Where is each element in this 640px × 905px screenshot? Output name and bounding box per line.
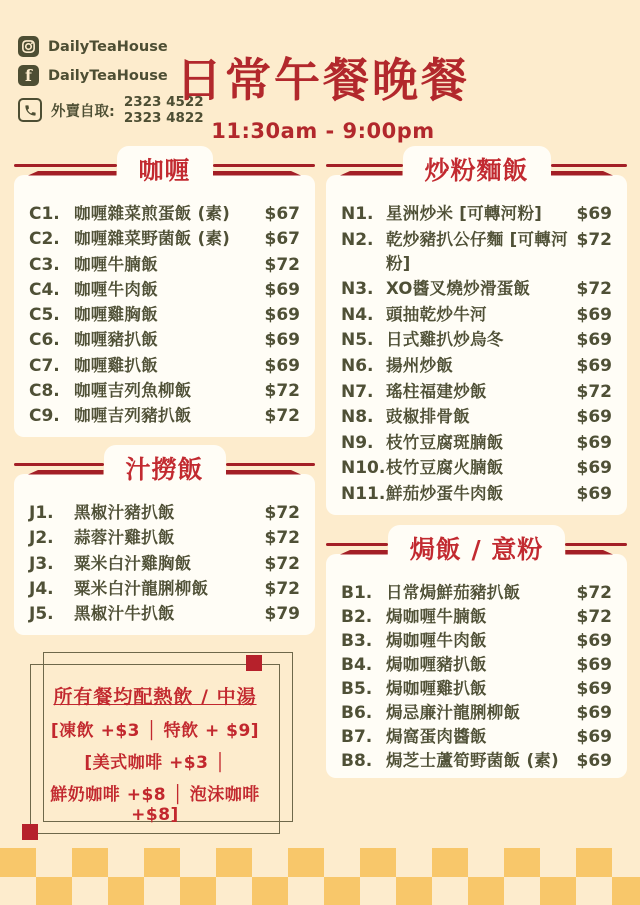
- section-baked: [326, 527, 627, 778]
- section-header-curry: [14, 148, 315, 192]
- menu-item-row: [341, 226, 612, 274]
- item-name: 日常焗鮮茄豬扒飯: [386, 583, 521, 602]
- item-name: 咖喱吉列豬扒飯: [74, 406, 192, 425]
- ribbon-left-icon: [14, 463, 104, 475]
- item-code: C8.: [29, 380, 60, 401]
- item-price: $69: [576, 655, 612, 675]
- item-name: 鮮茄炒蛋牛肉飯: [386, 483, 504, 503]
- item-name: XO醬叉燒炒滑蛋飯: [386, 279, 531, 299]
- item-price: $69: [576, 751, 612, 771]
- item-code: N10.: [341, 458, 386, 479]
- menu-item-row: [341, 675, 612, 699]
- notes-line-1: 所有餐均配熱飲 / 中湯: [53, 685, 257, 708]
- item-name: 枝竹豆腐火腩飯: [386, 458, 504, 478]
- menu-item-row: [29, 524, 300, 548]
- instagram-handle: DailyTeaHouse: [48, 38, 168, 55]
- item-price: $69: [576, 679, 612, 699]
- ribbon-right-icon: [565, 543, 627, 555]
- checker-footer: [0, 848, 640, 905]
- item-name: 揚州炒飯: [386, 355, 454, 375]
- item-name: 咖喱雜菜煎蛋飯 (素): [74, 204, 231, 223]
- menu-item-row: [29, 377, 300, 401]
- section-curry: [14, 148, 315, 437]
- item-price: $69: [576, 727, 612, 747]
- menu-item-row: [341, 723, 612, 747]
- item-name: 焗咖喱牛肉飯: [386, 631, 487, 650]
- ribbon-right-icon: [551, 164, 628, 176]
- notes-line-2: [凍飲 +$3 │ 特飲 + $9]: [50, 720, 260, 741]
- section-noodles: [326, 148, 627, 515]
- item-price: $72: [576, 583, 612, 603]
- item-price: $69: [576, 483, 612, 504]
- item-code: C4.: [29, 279, 60, 300]
- item-price: $69: [576, 204, 612, 224]
- item-code: N11.: [341, 483, 386, 504]
- menu-item-row: [341, 603, 612, 627]
- item-code: C5.: [29, 305, 60, 325]
- menu-item-row: [341, 326, 612, 350]
- item-code: B4.: [341, 655, 373, 675]
- menu-item-row: [29, 499, 300, 523]
- phone-icon: [18, 98, 42, 122]
- item-code: N6.: [341, 355, 374, 376]
- section-sauce-rice: [14, 447, 315, 635]
- menu-item-row: [341, 200, 612, 224]
- left-column: [14, 148, 315, 851]
- item-code: C9.: [29, 406, 60, 426]
- right-column: [326, 148, 627, 778]
- item-price: $72: [264, 380, 300, 401]
- item-name: 咖喱雞扒飯: [74, 355, 158, 375]
- menu-item-row: [29, 301, 300, 325]
- item-price: $72: [576, 279, 612, 300]
- item-price: $72: [576, 607, 612, 627]
- item-name: 黑椒汁豬扒飯: [74, 503, 175, 522]
- section-title-curry: 咖喱: [117, 146, 213, 195]
- ribbon-left-icon: [326, 164, 403, 176]
- opening-hours: 11:30am - 9:00pm: [211, 119, 435, 143]
- menu-item-row: [29, 276, 300, 300]
- ribbon-left-icon: [14, 164, 117, 176]
- menu-item-row: [29, 251, 300, 275]
- item-code: J2.: [29, 528, 54, 549]
- item-code: N7.: [341, 381, 374, 402]
- item-price: $69: [264, 355, 300, 376]
- item-code: J3.: [29, 553, 54, 574]
- item-code: J5.: [29, 604, 54, 624]
- item-code: B8.: [341, 751, 373, 771]
- menu-item-row: [29, 352, 300, 376]
- section-header-noodles: [326, 148, 627, 192]
- item-name: 豉椒排骨飯: [386, 407, 470, 427]
- item-name: 星洲炒米 [可轉河粉]: [386, 204, 543, 223]
- facebook-handle: DailyTeaHouse: [48, 67, 168, 84]
- menu-item-row: [341, 275, 612, 299]
- ribbon-right-icon: [226, 463, 316, 475]
- notes-text: [30, 664, 280, 832]
- ribbon-left-icon: [326, 543, 388, 555]
- menu-panel-noodles: [326, 175, 627, 515]
- menu-item-row: [341, 454, 612, 478]
- item-price: $67: [264, 229, 300, 250]
- item-price: $67: [264, 204, 300, 224]
- item-code: C6.: [29, 330, 60, 351]
- item-code: N1.: [341, 204, 374, 224]
- menu-item-row: [341, 378, 612, 402]
- item-code: J1.: [29, 503, 54, 523]
- item-price: $72: [264, 553, 300, 574]
- item-price: $69: [576, 631, 612, 651]
- item-code: C7.: [29, 355, 60, 376]
- section-header-baked: [326, 527, 627, 571]
- item-name: 咖喱吉列魚柳飯: [74, 380, 192, 400]
- menu-item-row: [29, 402, 300, 426]
- menu-panel-curry: [14, 175, 315, 437]
- item-code: C3.: [29, 254, 60, 275]
- item-price: $69: [576, 407, 612, 428]
- menu-item-row: [341, 627, 612, 651]
- item-price: $72: [264, 528, 300, 549]
- item-name: 咖喱豬扒飯: [74, 330, 158, 350]
- menu-columns: [0, 148, 640, 851]
- takeout-label: 外賣自取:: [51, 103, 115, 120]
- item-code: B5.: [341, 679, 373, 699]
- menu-item-row: [29, 550, 300, 574]
- item-name: 焗咖喱牛腩飯: [386, 607, 487, 626]
- page-title: 日常午餐晚餐: [176, 53, 470, 107]
- item-code: N2.: [341, 229, 374, 250]
- checker-row-top: [0, 848, 640, 877]
- notes-box: [22, 651, 296, 851]
- item-code: N4.: [341, 304, 374, 325]
- menu-item-row: [341, 579, 612, 603]
- item-code: N5.: [341, 330, 374, 351]
- item-code: N3.: [341, 279, 374, 300]
- menu-item-row: [341, 480, 612, 504]
- menu-item-row: [29, 600, 300, 624]
- header: [0, 0, 640, 148]
- item-price: $72: [264, 578, 300, 599]
- checker-row-bottom: [0, 877, 640, 905]
- section-title-baked: 焗飯 / 意粉: [388, 525, 566, 574]
- item-price: $72: [264, 503, 300, 523]
- facebook-icon: f: [18, 65, 39, 86]
- title-block: [176, 44, 470, 143]
- menu-item-row: [341, 651, 612, 675]
- item-price: $69: [576, 703, 612, 723]
- section-title-noodles: 炒粉麵飯: [403, 146, 551, 195]
- item-price: $69: [576, 330, 612, 351]
- menu-item-row: [341, 429, 612, 453]
- item-code: N9.: [341, 432, 374, 453]
- item-price: $72: [576, 381, 612, 402]
- item-code: C2.: [29, 229, 60, 250]
- item-name: 枝竹豆腐斑腩飯: [386, 432, 504, 452]
- item-code: B7.: [341, 727, 373, 747]
- item-name: 焗忌廉汁龍脷柳飯: [386, 703, 521, 722]
- item-code: J4.: [29, 578, 54, 599]
- item-price: $69: [264, 279, 300, 300]
- item-name: 蒜蓉汁雞扒飯: [74, 528, 175, 548]
- instagram-icon: [18, 36, 39, 57]
- notes-line-4: 鮮奶咖啡 +$8 │ 泡沫咖啡 +$8]: [50, 784, 260, 825]
- item-name: 乾炒豬扒公仔麵 [可轉河粉]: [386, 229, 568, 273]
- item-price: $72: [264, 254, 300, 275]
- item-price: $69: [576, 432, 612, 453]
- menu-item-row: [29, 575, 300, 599]
- item-name: 粟米白汁雞胸飯: [74, 553, 192, 573]
- menu-item-row: [29, 200, 300, 224]
- item-price: $72: [576, 229, 612, 250]
- menu-item-row: [29, 326, 300, 350]
- phone-number-1: 2323 4522: [123, 94, 204, 110]
- menu-item-row: [341, 747, 612, 771]
- item-name: 粟米白汁龍脷柳飯: [74, 578, 209, 598]
- item-code: B2.: [341, 607, 373, 627]
- item-name: 焗咖喱雞扒飯: [386, 679, 487, 698]
- item-name: 咖喱牛肉飯: [74, 279, 158, 299]
- section-header-sauce-rice: [14, 447, 315, 491]
- item-code: C1.: [29, 204, 60, 224]
- item-price: $69: [576, 304, 612, 325]
- item-price: $69: [264, 330, 300, 351]
- menu-item-row: [341, 403, 612, 427]
- menu-panel-sauce-rice: [14, 474, 315, 635]
- item-name: 焗窩蛋肉醬飯: [386, 727, 487, 746]
- menu-item-row: [341, 699, 612, 723]
- menu-panel-baked: [326, 554, 627, 778]
- item-name: 焗咖喱豬扒飯: [386, 655, 487, 674]
- item-name: 瑤柱福建炒飯: [386, 381, 487, 401]
- item-name: 黑椒汁牛扒飯: [74, 604, 175, 623]
- notes-line-3: [美式咖啡 +$3 │: [84, 752, 226, 773]
- item-code: N8.: [341, 407, 374, 428]
- item-code: B6.: [341, 703, 373, 723]
- item-name: 焗芝士蘆筍野菌飯 (素): [386, 751, 559, 770]
- section-title-sauce-rice: 汁撈飯: [104, 445, 226, 494]
- item-code: B3.: [341, 631, 373, 651]
- item-price: $79: [264, 604, 300, 624]
- item-name: 咖喱雞胸飯: [74, 305, 158, 324]
- item-price: $69: [576, 458, 612, 479]
- phone-number-2: 2323 4822: [123, 110, 204, 127]
- item-name: 日式雞扒炒烏冬: [386, 330, 504, 350]
- menu-item-row: [341, 301, 612, 325]
- item-name: 咖喱雜菜野菌飯 (素): [74, 229, 231, 249]
- ribbon-right-icon: [213, 164, 316, 176]
- item-price: $72: [264, 406, 300, 426]
- menu-item-row: [29, 225, 300, 249]
- item-price: $69: [576, 355, 612, 376]
- item-price: $69: [264, 305, 300, 325]
- item-name: 咖喱牛腩飯: [74, 254, 158, 274]
- item-name: 頭抽乾炒牛河: [386, 304, 487, 324]
- menu-item-row: [341, 352, 612, 376]
- item-code: B1.: [341, 583, 373, 603]
